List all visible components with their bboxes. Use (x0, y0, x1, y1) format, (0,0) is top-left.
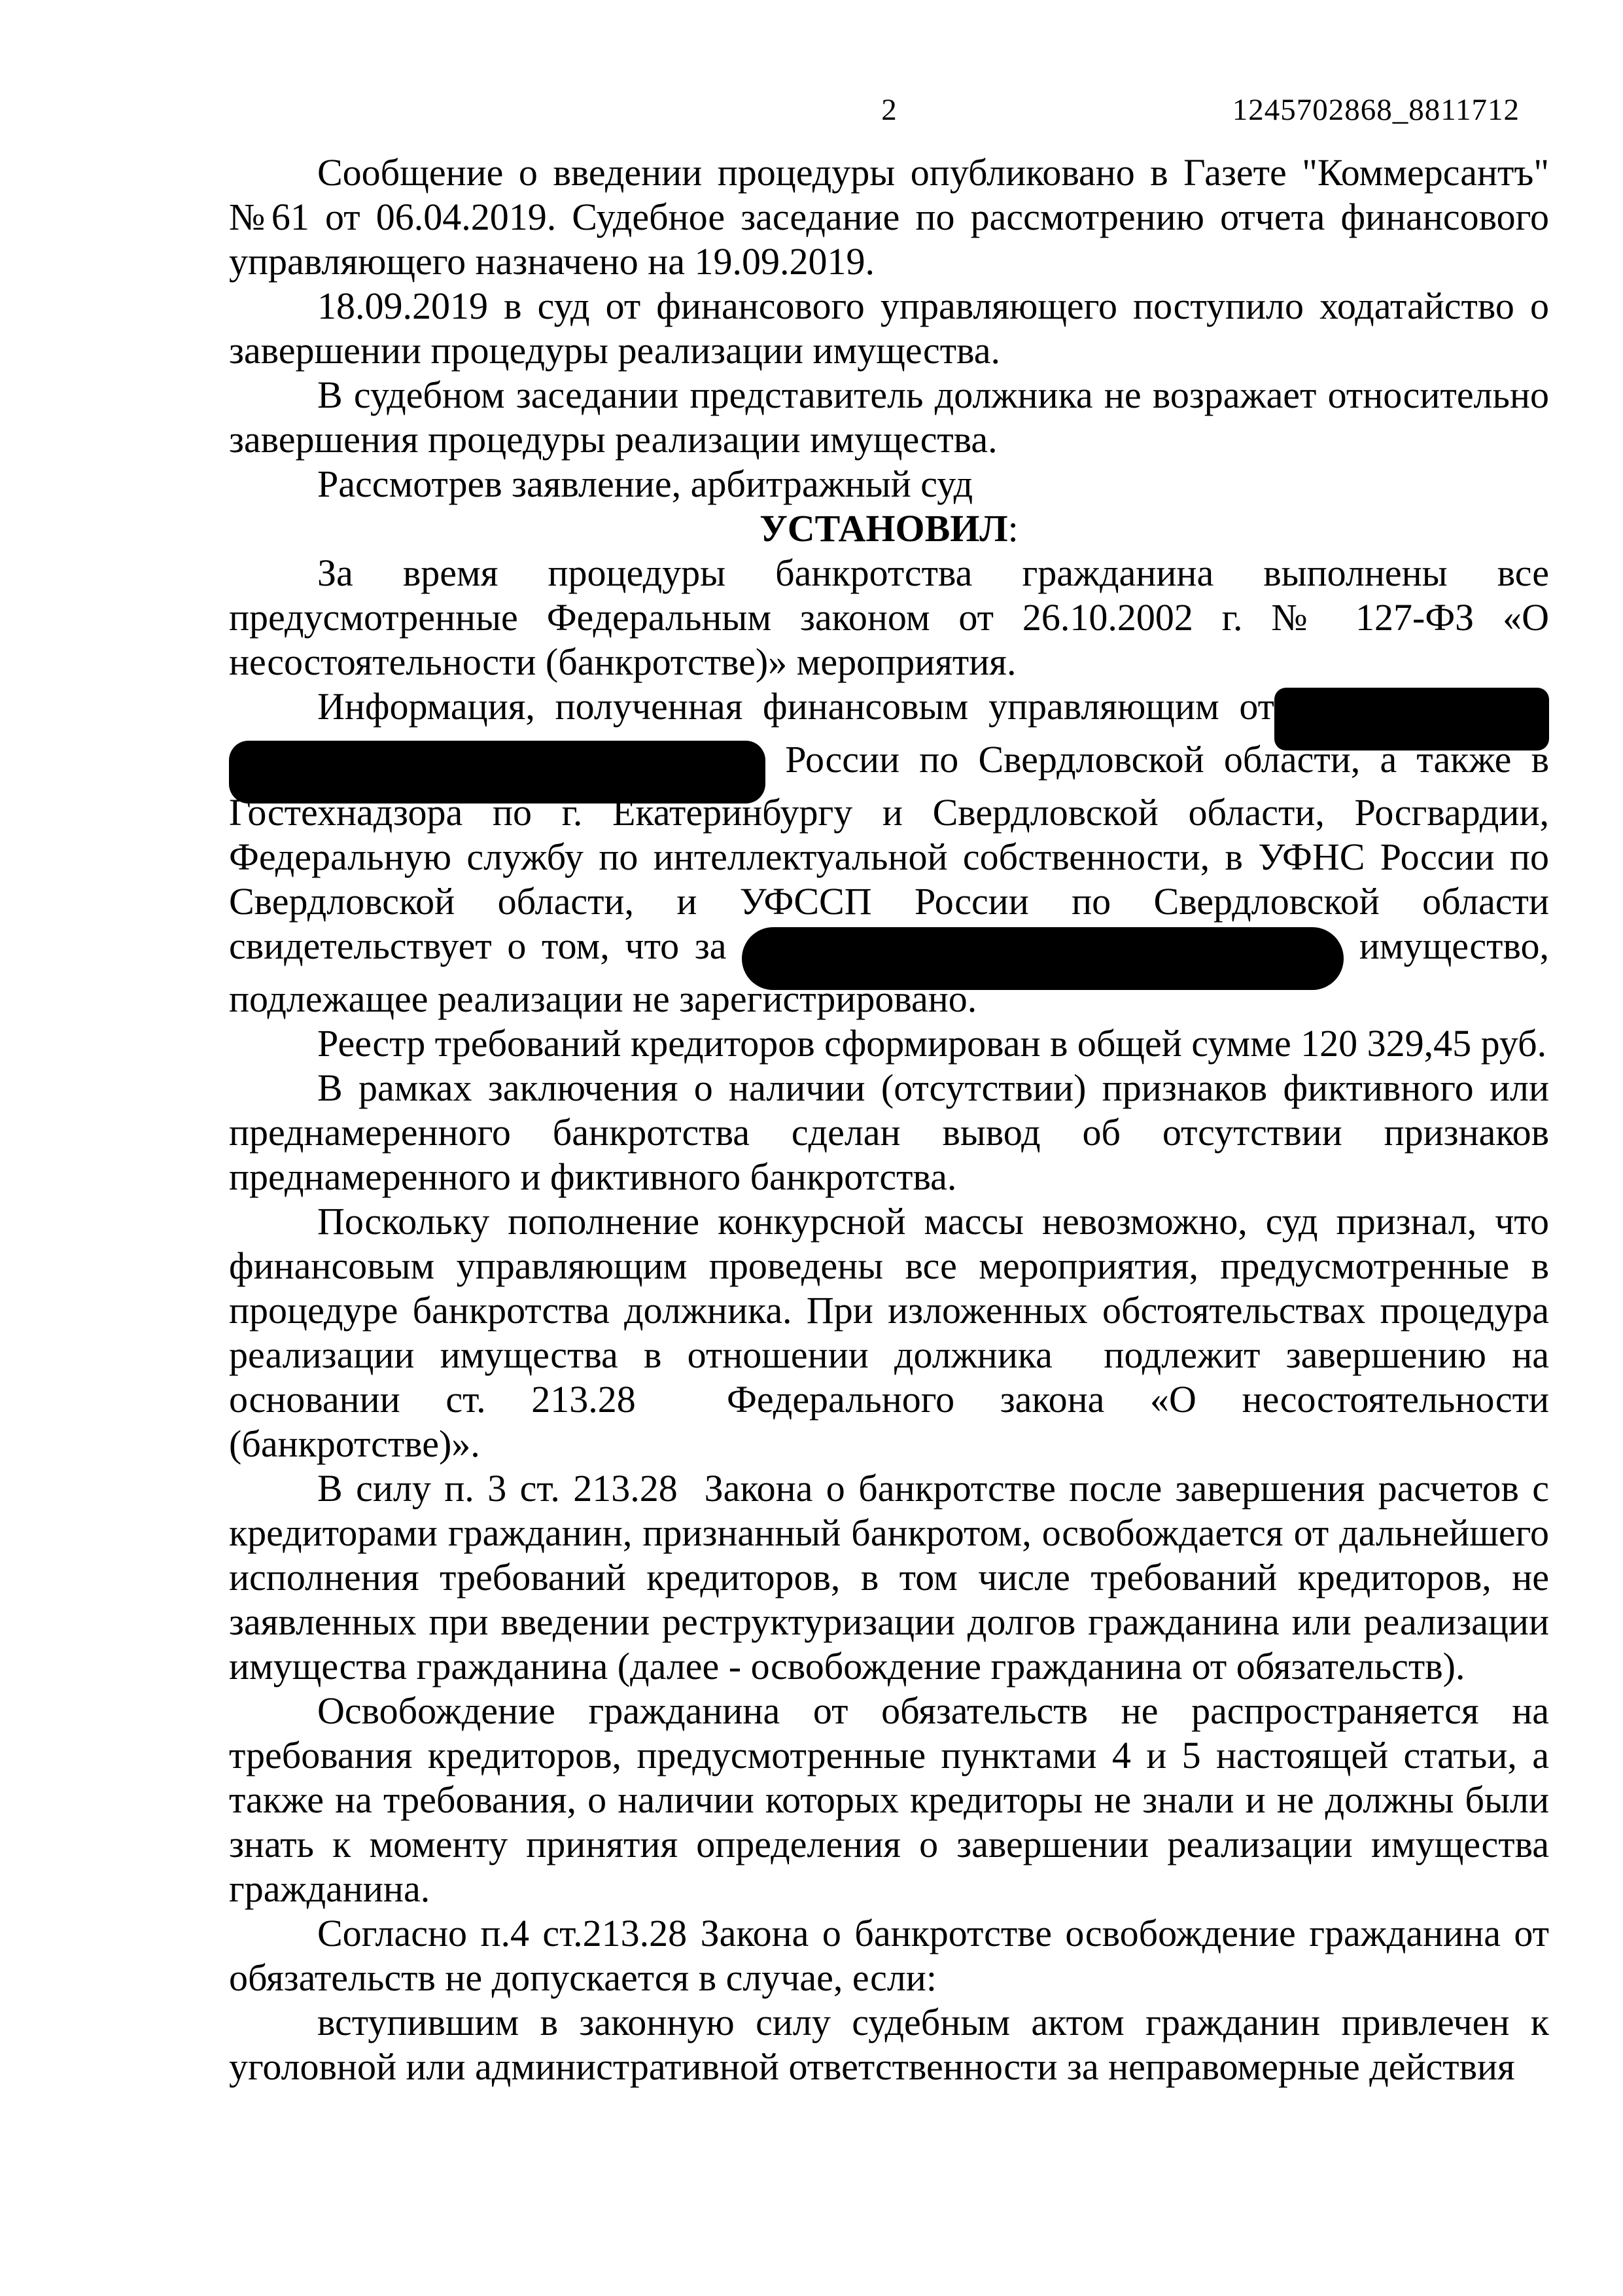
paragraph (229, 284, 1549, 373)
paragraph (229, 462, 1549, 506)
text-run: 18.09.2019 в суд от финансового управляющего поступило ходатайство о завершении процедуры реализации имущества. (229, 285, 1549, 372)
paragraph (229, 1021, 1549, 1066)
document-body (229, 150, 1549, 2089)
text-run: России по Свердловской области, а также в Гостехнадзора по г. Екатеринбургу и Свердловской области, Росгвардии, Федеральную службу по интеллектуальной собственности, в УФНС России по Свердловской области, и УФССП России по Свердловской области свидетельствует о том, что за (229, 738, 1549, 967)
paragraph (229, 373, 1549, 462)
document-id: 1245702868_8811712 (1232, 93, 1520, 127)
text-run: В судебном заседании представитель должника не возражает относительно завершения процедуры реализации имущества. (229, 374, 1549, 461)
text-run: Информация, полученная финансовым управляющим от (317, 685, 1274, 728)
paragraph (229, 551, 1549, 684)
paragraph (229, 2000, 1549, 2089)
section-heading (229, 506, 1549, 551)
text-run: Освобождение гражданина от обязательств не распространяется на требования кредиторов, предусмотренные пунктами 4 и 5 настоящей статьи, а также на требования, о наличии которых кредиторы не знали и не должны были знать к моменту принятия определения о завершении реализации имущества гражданина. (229, 1689, 1549, 1910)
text-run: : (1007, 507, 1019, 550)
paragraph (229, 1199, 1549, 1466)
text-run: Рассмотрев заявление, арбитражный суд (317, 463, 973, 505)
page-number: 2 (881, 93, 897, 127)
paragraph (229, 1466, 1549, 1689)
text-run: В силу п. 3 ст. 213.28 Закона о банкротстве после завершения расчетов с кредиторами гражданин, признанный банкротом, освобождается от дальнейшего исполнения требований кредиторов, в том числе требований кредиторов, не заявленных при введении реструктуризации долгов гражданина или реализации имущества гражданина (далее - освобождение гражданина от обязательств). (229, 1467, 1549, 1687)
paragraph (229, 150, 1549, 284)
text-run: Согласно п.4 ст.213.28 Закона о банкротстве освобождение гражданина от обязательств не допускается в случае, если: (229, 1912, 1549, 1999)
text-run: В рамках заключения о наличии (отсутствии) признаков фиктивного или преднамеренного банкротства сделан вывод об отсутствии признаков преднамеренного и фиктивного банкротства. (229, 1067, 1549, 1198)
text-run: вступившим в законную силу судебным актом гражданин привлечен к уголовной или административной ответственности за неправомерные действия (229, 2001, 1549, 2088)
text-run: Сообщение о введении процедуры опубликовано в Газете "Коммерсантъ" №61 от 06.04.2019. Судебное заседание по рассмотрению отчета финансового управляющего назначено на 19.09.2019. (229, 151, 1549, 283)
text-run: имущество, подлежащее реализации не зарегистрировано. (229, 925, 1550, 1020)
paragraph (229, 1689, 1549, 1911)
text-run: За время процедуры банкротства гражданина выполнены все предусмотренные Федеральным законом от 26.10.2002 г. № 127-ФЗ «О несостоятельности (банкротстве)» мероприятия. (229, 552, 1549, 683)
text-run: УСТАНОВИЛ (759, 507, 1008, 550)
paragraph (229, 1066, 1549, 1199)
paragraph (229, 1911, 1549, 2000)
paragraph (229, 684, 1549, 1021)
text-run: Поскольку пополнение конкурсной массы невозможно, суд признал, что финансовым управляющим проведены все мероприятия, предусмотренные в процедуре банкротства должника. При изложенных обстоятельствах процедура реализации имущества в отношении должника подлежит завершению на основании ст. 213.28 Федерального закона «О несостоятельности (банкротстве)». (229, 1200, 1549, 1465)
page-header (229, 90, 1549, 136)
text-run: Реестр требований кредиторов сформирован в общей сумме 120 329,45 руб. (317, 1022, 1547, 1065)
